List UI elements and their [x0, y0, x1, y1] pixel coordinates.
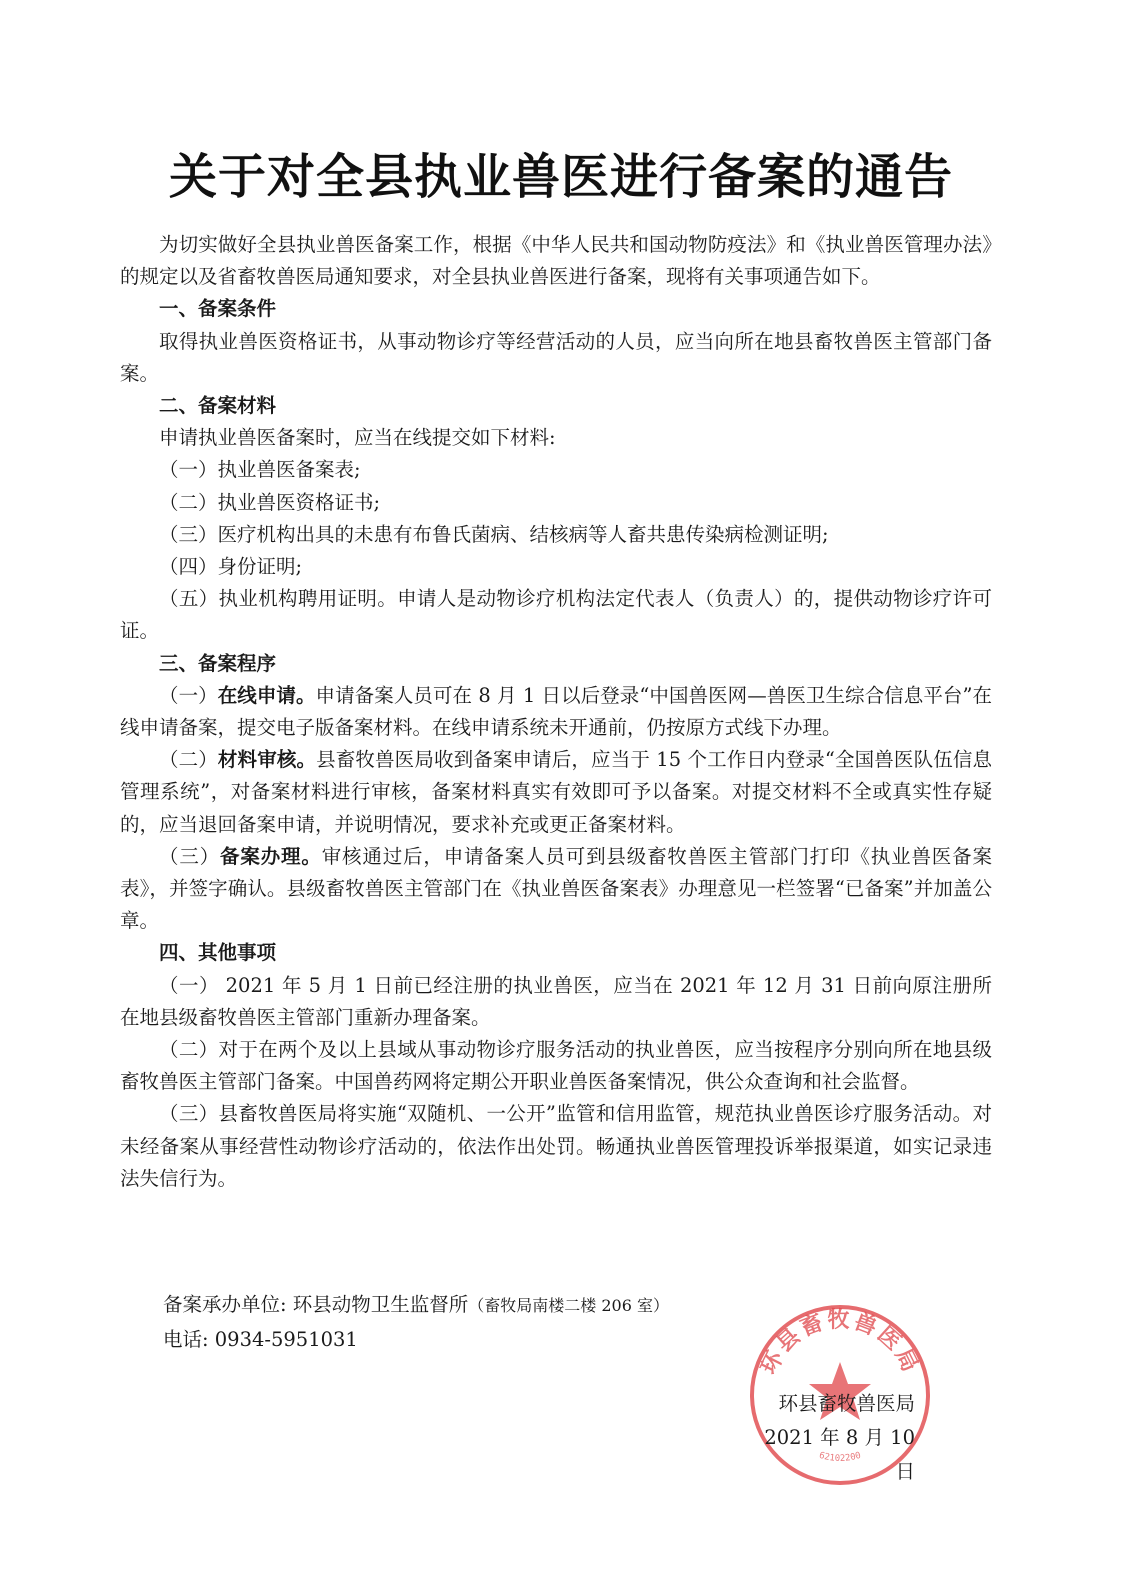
materials-item: （二）执业兽医资格证书;	[159, 490, 381, 514]
other-item: （三）县畜牧兽医局将实施“双随机、一公开”监管和信用监管，规范执业兽医诊疗服务活动。对未经备案从事经营性动物诊疗活动的，依法作出处罚。畅通执业兽医管理投诉举报渠道，如实记录违法失信行为。	[120, 1102, 992, 1190]
procedure-item-text: 申请备案人员可在 8 月 1 日以后登录“中国兽医网—兽医卫生综合信息平台”在线申请备案，提交电子版备案材料。在线申请系统未开通前，仍按原方式线下办理。	[120, 683, 992, 740]
section-heading-conditions: 一、备案条件	[159, 297, 277, 321]
materials-item: （四）身份证明;	[159, 555, 303, 579]
procedure-item	[120, 744, 992, 841]
procedure-item-prefix: （三）	[159, 844, 221, 868]
seal-number: 62102200	[817, 1450, 863, 1464]
procedure-item-text: 审核通过后，申请备案人员可到县级畜牧兽医主管部门打印《执业兽医备案表》，并签字确认。县级畜牧兽医主管部门在《执业兽医备案表》办理意见一栏签署“已备案”并加盖公章。	[120, 844, 992, 933]
materials-item: （一）执业兽医备案表;	[159, 458, 361, 482]
other-item: （二）对于在两个及以上县域从事动物诊疗服务活动的执业兽医，应当按程序分别向所在地县级畜牧兽医主管部门备案。中国兽药网将定期公开职业兽医备案情况，供公众查询和社会监督。	[120, 1038, 992, 1094]
materials-lead: 申请执业兽医备案时，应当在线提交如下材料:	[159, 426, 556, 450]
section-heading-materials: 二、备案材料	[159, 394, 277, 418]
issuer-name: 环县畜牧兽医局	[778, 1392, 915, 1415]
section-heading-procedure: 三、备案程序	[159, 651, 277, 675]
procedure-item-prefix: （一）	[159, 683, 218, 707]
procedure-item	[120, 680, 992, 744]
handling-unit	[163, 1288, 669, 1323]
conditions-paragraph: 取得执业兽医资格证书，从事动物诊疗等经营活动的人员，应当向所在地县畜牧兽医主管部门备案。	[120, 329, 992, 385]
intro-paragraph: 为切实做好全县执业兽医备案工作，根据《中华人民共和国动物防疫法》和《执业兽医管理办法》的规定以及省畜牧兽医局通知要求，对全县执业兽医进行备案，现将有关事项通告如下。	[120, 233, 992, 289]
seal-text: 环县畜牧兽医局	[755, 1306, 925, 1379]
procedure-item-keyword: 材料审核。	[217, 748, 317, 772]
materials-item: （五）执业机构聘用证明。申请人是动物诊疗机构法定代表人（负责人）的，提供动物诊疗许可证。	[120, 587, 992, 643]
contact-block	[163, 1288, 669, 1357]
document-title: 关于对全县执业兽医进行备案的通告	[168, 149, 953, 205]
handling-unit-label: 备案承办单位: 环县动物卫生监督所	[163, 1293, 469, 1316]
contact-phone: 电话: 0934-5951031	[163, 1328, 358, 1351]
procedure-item-keyword: 备案办理。	[220, 844, 322, 868]
document-body	[120, 229, 992, 1195]
issue-date: 2021 年 8 月 10 日	[764, 1426, 915, 1483]
procedure-item-keyword: 在线申请。	[217, 683, 316, 707]
handling-unit-room: （畜牧局南楼二楼 206 室）	[468, 1296, 669, 1315]
issuer-block	[750, 1387, 915, 1489]
materials-item: （三）医疗机构出具的未患有布鲁氏菌病、结核病等人畜共患传染病检测证明;	[159, 522, 829, 546]
procedure-item-text: 县畜牧兽医局收到备案申请后，应当于 15 个工作日内登录“全国兽医队伍信息管理系统”，对备案材料进行审核，备案材料真实有效即可予以备案。对提交材料不全或真实性存疑的，应当退回备案申请，并说明情况，要求补充或更正备案材料。	[120, 748, 992, 836]
other-item: （一） 2021 年 5 月 1 日前已经注册的执业兽医，应当在 2021 年 12 月 31 日前向原注册所在地县级畜牧兽医主管部门重新办理备案。	[120, 973, 992, 1029]
procedure-item	[120, 841, 992, 938]
section-heading-other: 四、其他事项	[159, 941, 277, 965]
procedure-item-prefix: （二）	[159, 748, 218, 772]
